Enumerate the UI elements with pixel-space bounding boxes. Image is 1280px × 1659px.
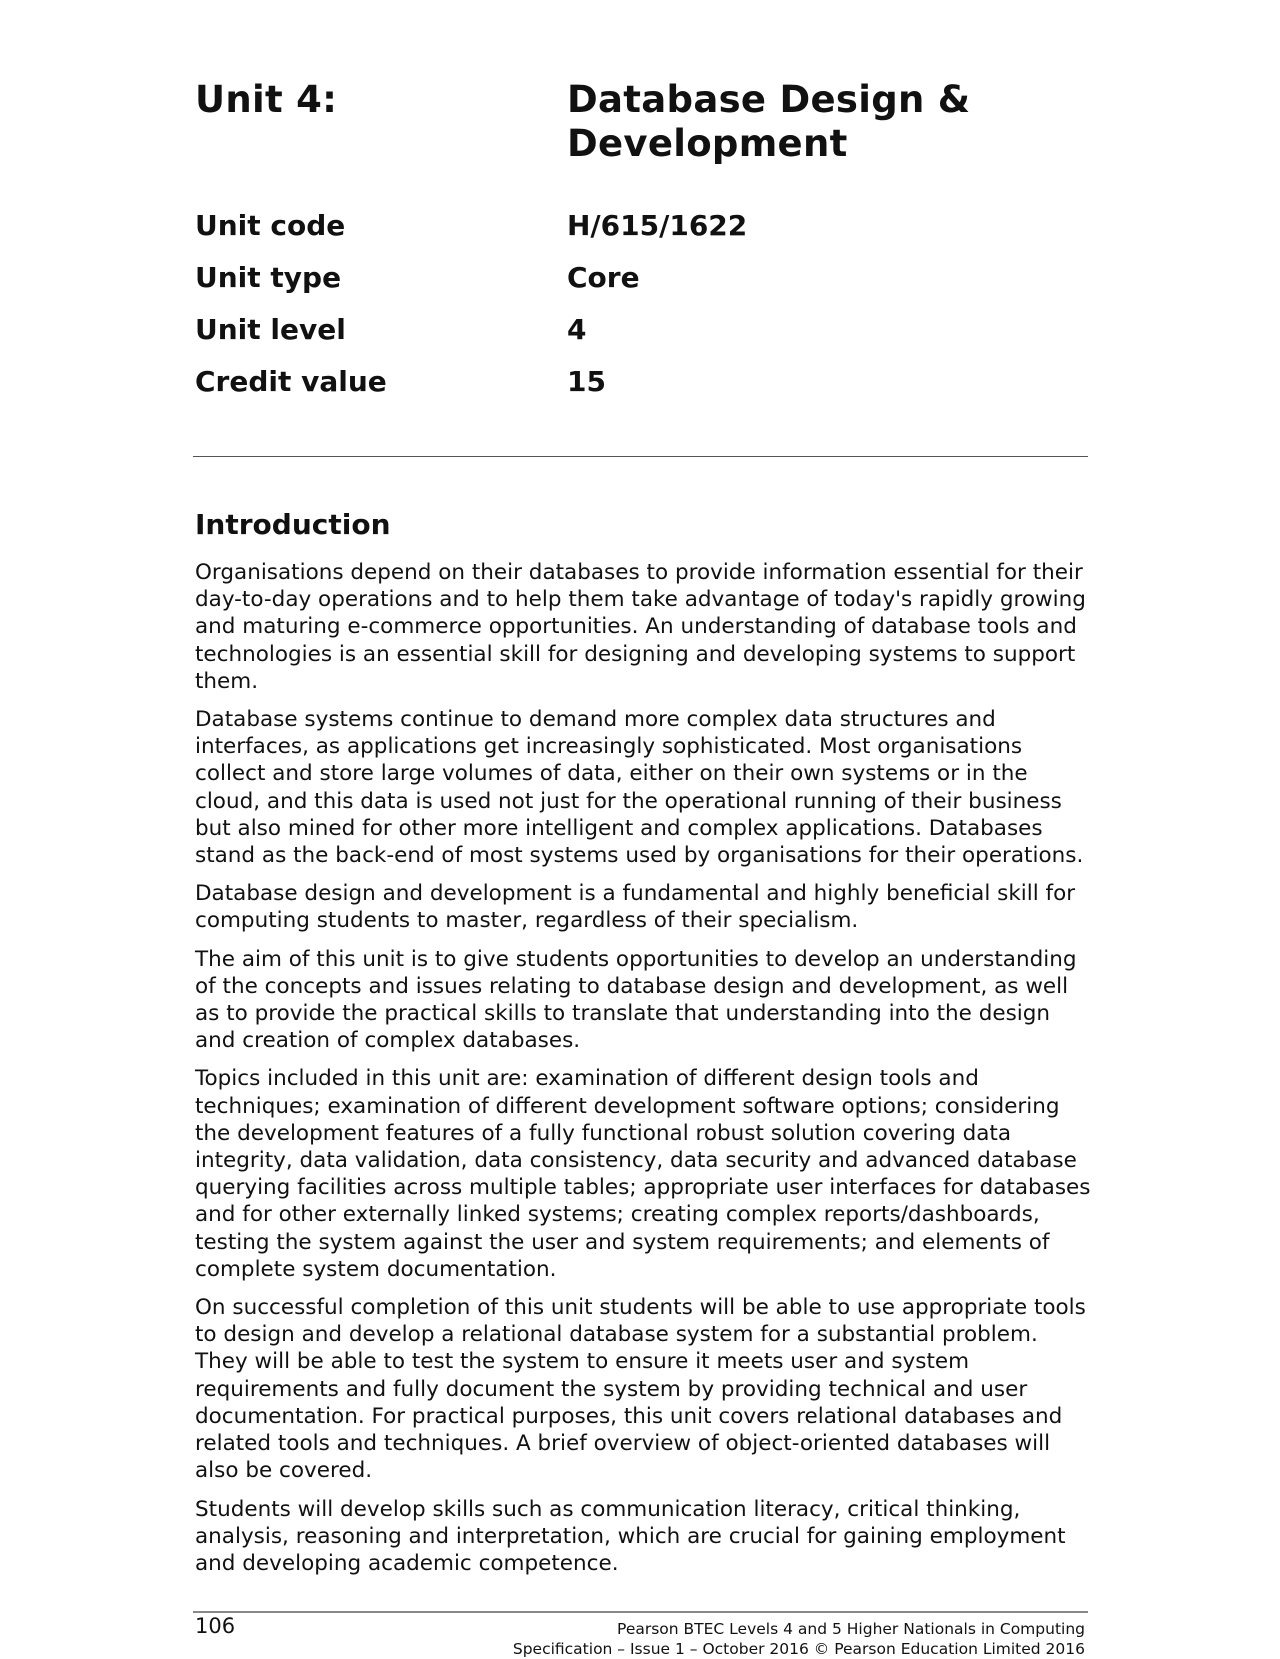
intro-paragraph: Topics included in this unit are: examination of different design tools and techniques; examination of different development software options; considering the development features of a fully functional robust solution covering data integrity, data validation, data consistency, data security and advanced database querying facilities across multiple tables; appropriate user interfaces for databases and for other externally linked systems; creating complex reports/dashboards, testing the system against the user and system requirements; and elements of complete system documentation. xyxy=(195,1066,1091,1282)
introduction-section xyxy=(195,505,1095,1588)
meta-row-unit-level xyxy=(195,310,1095,362)
intro-paragraph: Database systems continue to demand more complex data structures and interfaces, as applications get increasingly sophisticated. Most organisations collect and store large volumes of data, either on their own systems or in the cloud, and this data is used not just for the operational running of their business but also mined for other more intelligent and complex applications. Databases stand as the back-end of most systems used by organisations for their operations. xyxy=(195,707,1084,869)
intro-paragraph: Students will develop skills such as communication literacy, critical thinking, analysis, reasoning and interpretation, which are crucial for gaining employment and developing academic competence. xyxy=(195,1496,1066,1576)
meta-label: Unit type xyxy=(195,261,342,294)
unit-title xyxy=(567,78,1095,166)
page-number: 106 xyxy=(195,1614,236,1638)
meta-label: Unit level xyxy=(195,313,346,346)
meta-row-unit-type xyxy=(195,258,1095,310)
meta-value: H/615/1622 xyxy=(567,209,748,242)
meta-value: 15 xyxy=(567,365,606,398)
meta-row-credit-value xyxy=(195,362,1095,414)
footer-line-2: Specification – Issue 1 – October 2016 © Pearson Education Limited 2016 xyxy=(512,1640,1085,1658)
introduction-heading: Introduction xyxy=(195,508,391,541)
intro-paragraph: Organisations depend on their databases to provide information essential for their day-to-day operations and to help them take advantage of today's rapidly growing and maturing e-commerce opportunities. An understanding of database tools and technologies is an essential skill for designing and developing systems to support them. xyxy=(195,560,1086,694)
unit-title-row xyxy=(195,78,1095,166)
unit-meta-table xyxy=(195,206,1095,414)
unit-title-line-1: Database Design & xyxy=(567,78,971,121)
meta-row-unit-code xyxy=(195,206,1095,258)
unit-header xyxy=(195,78,1095,414)
footer-publication-info xyxy=(513,1619,1085,1659)
meta-value: Core xyxy=(567,261,640,294)
meta-label: Credit value xyxy=(195,365,387,398)
intro-paragraph: The aim of this unit is to give students opportunities to develop an understanding of the concepts and issues relating to database design and development, as well as to provide the practical skills to translate that understanding into the design and creation of complex databases. xyxy=(195,946,1077,1054)
intro-paragraph: Database design and development is a fundamental and highly beneficial skill for computing students to master, regardless of their specialism. xyxy=(195,881,1076,934)
intro-paragraph: On successful completion of this unit students will be able to use appropriate tools to design and develop a relational database system for a substantial problem. They will be able to test the system to ensure it meets user and system requirements and fully document the system by providing technical and user documentation. For practical purposes, this unit covers relational databases and related tools and techniques. A brief overview of object-oriented databases will also be covered. xyxy=(195,1295,1086,1484)
meta-value: 4 xyxy=(567,313,587,346)
footer-line-1: Pearson BTEC Levels 4 and 5 Higher Nationals in Computing xyxy=(617,1620,1085,1638)
footer-divider xyxy=(193,1611,1088,1613)
unit-number: Unit 4: xyxy=(195,78,338,121)
unit-title-line-2: Development xyxy=(567,122,848,165)
section-divider xyxy=(193,456,1088,457)
meta-label: Unit code xyxy=(195,209,346,242)
